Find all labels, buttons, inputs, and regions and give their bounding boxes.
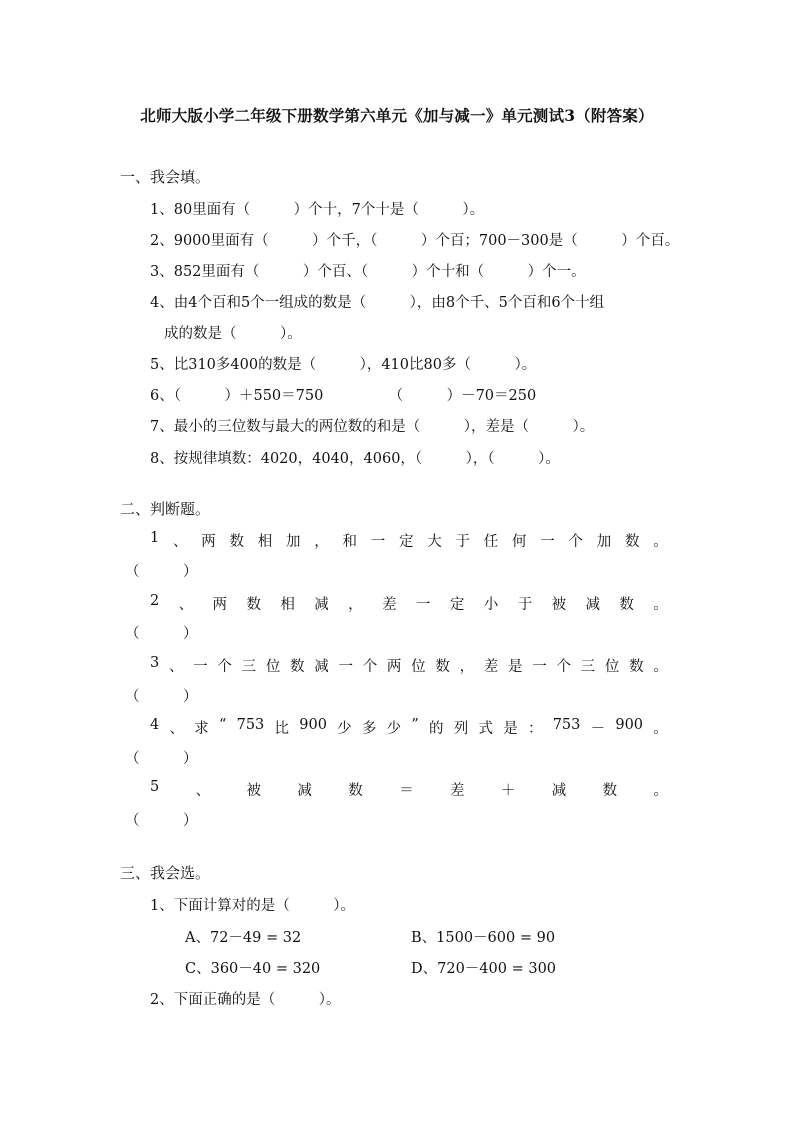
section-heading-fill: 一、我会填。 — [120, 168, 211, 186]
judge-token: 位 — [411, 659, 426, 675]
judge-token: 个 — [362, 659, 378, 675]
judge-token: 753 — [236, 717, 265, 733]
judge-token: 差 — [483, 659, 499, 675]
judge-answer-4: （ ） — [125, 751, 198, 767]
judge-token: 、 — [178, 597, 194, 613]
judge-item-1 — [150, 530, 668, 551]
judge-token: 数 — [435, 659, 450, 675]
fill-item-3: 3、852里面有（ ）个百、（ ）个十和（ ）个一。 — [150, 264, 586, 280]
judge-token: 减 — [297, 783, 312, 799]
judge-token: 的 — [429, 721, 444, 737]
judge-token: 位 — [604, 659, 620, 675]
judge-token: 少 — [337, 721, 352, 737]
judge-item-4 — [150, 717, 668, 738]
judge-token: ＋ — [500, 783, 516, 799]
judge-token: “ — [218, 717, 227, 733]
judge-token: 减 — [551, 783, 567, 799]
judge-token: 相 — [257, 534, 273, 550]
judge-token: 列 — [453, 721, 469, 737]
judge-token: 少 — [386, 721, 402, 737]
judge-token: 数 — [348, 783, 363, 799]
option-d: D、720－400 = 300 — [411, 961, 557, 977]
judge-token: 减 — [314, 597, 329, 613]
judge-token: 和 — [342, 534, 357, 550]
judge-token: ＝ — [399, 783, 414, 799]
judge-token: 2 — [150, 593, 160, 609]
fill-item-4-cont: 成的数是（ ）。 — [164, 326, 302, 342]
judge-token: 3 — [150, 655, 160, 671]
judge-token: 加 — [596, 534, 612, 550]
judge-token: 数 — [602, 783, 618, 799]
judge-token: 个 — [556, 659, 571, 675]
judge-token: 、 — [172, 534, 188, 550]
section-heading-judge: 二、判断题。 — [120, 500, 211, 518]
judge-token: 。 — [653, 534, 668, 550]
judge-token: 900 — [615, 717, 644, 733]
judge-token: 数 — [624, 534, 640, 550]
judge-token: 减 — [314, 659, 329, 675]
judge-token: 、 — [168, 659, 184, 675]
judge-item-3 — [150, 655, 668, 676]
judge-token: 是 — [503, 721, 518, 737]
fill-item-4: 4、由4个百和5个一组成的数是（ ），由8个千、5个百和6个十组 — [150, 295, 605, 311]
choose-question-1: 1、下面计算对的是（ ）。 — [150, 898, 355, 914]
judge-token: 加 — [285, 534, 301, 550]
judge-token: 一 — [338, 659, 353, 675]
judge-item-2 — [150, 593, 668, 614]
fill-item-1: 1、80里面有（ ）个十，7个十是（ ）。 — [150, 202, 485, 218]
judge-token: ， — [348, 597, 363, 613]
judge-token: 两 — [212, 597, 228, 613]
judge-token: 三 — [241, 659, 257, 675]
judge-token: 被 — [551, 597, 567, 613]
option-a: A、72－49 = 32 — [185, 930, 302, 946]
page-title: 北师大版小学二年级下册数学第六单元《加与减一》单元测试3（附答案） — [140, 106, 654, 125]
judge-token: 900 — [299, 717, 327, 733]
judge-token: 于 — [455, 534, 470, 550]
judge-token: 个 — [217, 659, 232, 675]
judge-token: 5 — [150, 779, 160, 795]
judge-item-5 — [150, 779, 668, 800]
judge-token: ： — [527, 721, 543, 737]
judge-token: 一 — [370, 534, 386, 550]
judge-token: 两 — [386, 659, 402, 675]
option-c: C、360－40 = 320 — [185, 961, 321, 977]
judge-token: 多 — [361, 721, 377, 737]
judge-token: 数 — [619, 597, 634, 613]
judge-token: 。 — [653, 783, 668, 799]
judge-token: 式 — [478, 721, 493, 737]
judge-answer-5: （ ） — [125, 813, 198, 829]
judge-token: 一 — [415, 597, 431, 613]
judge-token: 被 — [246, 783, 261, 799]
judge-token: ， — [459, 659, 475, 675]
fill-item-6: 6、（ ）＋550＝750 （ ）－70＝250 — [150, 388, 537, 404]
judge-token: 求 — [194, 721, 209, 737]
judge-token: 。 — [653, 721, 668, 737]
judge-token: 1 — [150, 530, 160, 546]
fill-item-5: 5、比310多400的数是（ ），410比80多（ ）。 — [150, 357, 537, 373]
judge-token: 相 — [280, 597, 295, 613]
judge-token: 减 — [585, 597, 601, 613]
judge-token: 比 — [274, 721, 290, 737]
judge-token: 定 — [449, 597, 465, 613]
judge-answer-3: （ ） — [125, 689, 198, 705]
judge-token: 差 — [382, 597, 397, 613]
judge-token: 两 — [201, 534, 216, 550]
judge-token: 4 — [150, 717, 160, 733]
judge-token: 、 — [195, 783, 211, 799]
judge-token: 753 — [552, 717, 581, 733]
judge-token: 于 — [517, 597, 533, 613]
judge-answer-2: （ ） — [125, 626, 198, 642]
judge-token: 。 — [653, 597, 668, 613]
section-heading-choose: 三、我会选。 — [120, 864, 211, 882]
judge-token: 是 — [508, 659, 523, 675]
judge-token: 个 — [568, 534, 583, 550]
judge-token: 数 — [629, 659, 644, 675]
judge-token: 位 — [265, 659, 281, 675]
judge-token: － — [590, 721, 606, 737]
fill-item-2: 2、9000里面有（ ）个千，（ ）个百；700－300是（ ）个百。 — [150, 233, 680, 249]
judge-token: 一 — [193, 659, 208, 675]
judge-token: 。 — [653, 659, 668, 675]
option-b: B、1500－600 = 90 — [411, 930, 556, 946]
judge-token: 大 — [427, 534, 442, 550]
judge-token: ” — [411, 717, 419, 733]
judge-token: 何 — [511, 534, 527, 550]
judge-token: 数 — [229, 534, 244, 550]
judge-token: 差 — [449, 783, 465, 799]
judge-token: ， — [314, 534, 329, 550]
judge-token: 任 — [483, 534, 499, 550]
judge-token: 、 — [169, 721, 184, 737]
judge-token: 定 — [398, 534, 414, 550]
judge-token: 一 — [532, 659, 547, 675]
fill-item-8: 8、按规律填数：4020，4040，4060，（ ），（ ）。 — [150, 451, 560, 467]
choose-question-2: 2、下面正确的是（ ）。 — [150, 992, 341, 1008]
judge-token: 数 — [246, 597, 261, 613]
judge-token: 数 — [290, 659, 305, 675]
fill-item-7: 7、最小的三位数与最大的两位数的和是（ ），差是（ ）。 — [150, 419, 595, 435]
judge-answer-1: （ ） — [125, 564, 198, 580]
judge-token: 三 — [580, 659, 596, 675]
judge-token: 一 — [540, 534, 555, 550]
judge-token: 小 — [483, 597, 499, 613]
